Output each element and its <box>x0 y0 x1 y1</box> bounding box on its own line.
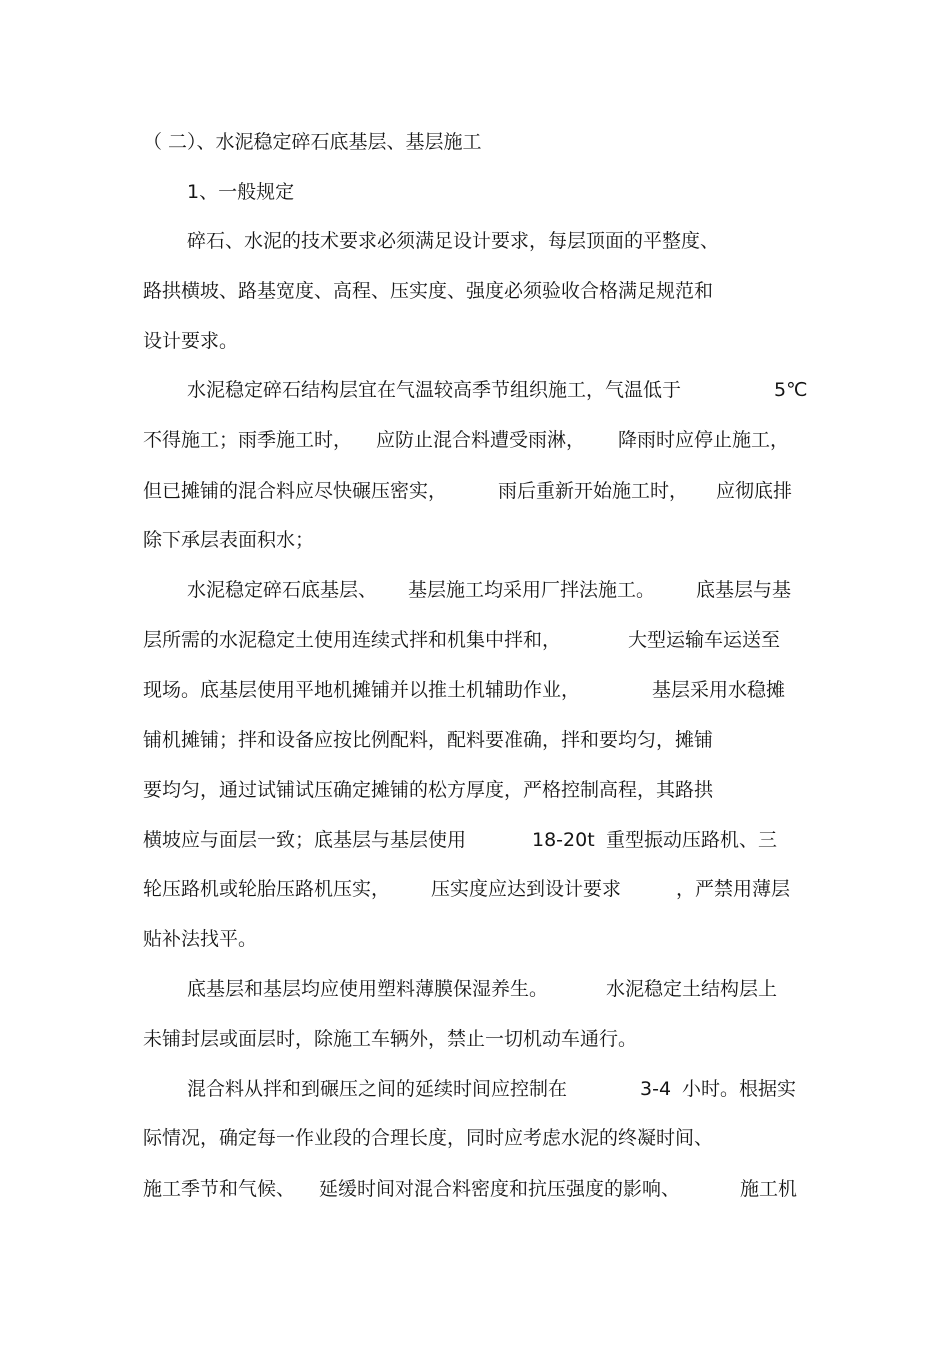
paragraph-line <box>0 869 950 909</box>
text-segment: 设计要求。 <box>143 330 239 352</box>
text-segment: 贴补法找平。 <box>143 928 258 950</box>
text-segment: 重型振动压路机、三 <box>606 829 778 851</box>
paragraph-line <box>0 1069 950 1109</box>
text-segment: 横坡应与面层一致；底基层与基层使用 <box>143 829 467 851</box>
text-segment: 基层采用水稳摊 <box>652 679 786 701</box>
text-segment: 降雨时应停止施工， <box>618 429 790 451</box>
paragraph-line <box>0 420 950 460</box>
text-segment: 现场。底基层使用平地机摊铺并以推土机辅助作业， <box>143 679 581 701</box>
paragraph-line <box>0 1118 950 1158</box>
paragraph-line <box>0 969 950 1009</box>
paragraph-line <box>0 919 950 959</box>
paragraph-line <box>0 570 950 610</box>
text-segment: 不得施工；雨季施工时， <box>143 429 353 451</box>
paragraph-line <box>0 1169 950 1209</box>
text-segment: 3-4 <box>640 1078 672 1100</box>
text-segment: ，严禁用薄层 <box>676 878 791 900</box>
text-segment: 混合料从拌和到碾压之间的延续时间应控制在 <box>187 1078 568 1100</box>
paragraph-line <box>0 271 950 311</box>
text-segment: 但已摊铺的混合料应尽快碾压密实， <box>143 480 448 502</box>
text-segment: 水泥稳定碎石结构层宜在气温较高季节组织施工，气温低于 <box>187 379 682 401</box>
paragraph-line <box>0 620 950 660</box>
text-segment: 路拱横坡、路基宽度、高程、压实度、强度必须验收合格满足规范和 <box>143 280 714 302</box>
text-segment: 未铺封层或面层时，除施工车辆外，禁止一切机动车通行。 <box>143 1028 638 1050</box>
text-segment: 延缓时间对混合料密度和抗压强度的影响、 <box>319 1178 681 1200</box>
subsection-heading <box>0 172 950 212</box>
subheading-text: 1、一般规定 <box>187 181 295 203</box>
text-segment: 际情况，确定每一作业段的合理长度，同时应考虑水泥的终凝时间、 <box>143 1127 714 1149</box>
paragraph-line <box>0 370 950 410</box>
text-segment: 5℃ <box>774 379 808 401</box>
paragraph-line <box>0 820 950 860</box>
text-segment: 应彻底排 <box>716 480 793 502</box>
text-segment: 要均匀，通过试铺试压确定摊铺的松方厚度，严格控制高程，其路拱 <box>143 779 714 801</box>
text-segment: 18-20t <box>532 829 595 851</box>
text-segment: 大型运输车运送至 <box>628 629 781 651</box>
text-segment: 应防止混合料遭受雨淋， <box>376 429 586 451</box>
paragraph-line <box>0 471 950 511</box>
text-segment: 基层施工均采用厂拌法施工。 <box>408 579 656 601</box>
text-segment: 水泥稳定土结构层上 <box>606 978 778 1000</box>
text-segment: 压实度应达到设计要求 <box>431 878 622 900</box>
text-segment: 雨后重新开始施工时， <box>498 480 689 502</box>
text-segment: 铺机摊铺；拌和设备应按比例配料，配料要准确，拌和要均匀，摊铺 <box>143 729 714 751</box>
text-segment: 除下承层表面积水； <box>143 529 315 551</box>
text-segment: 底基层与基 <box>696 579 792 601</box>
text-segment: 小时。根据实 <box>682 1078 797 1100</box>
paragraph-line <box>0 670 950 710</box>
text-segment: 轮压路机或轮胎压路机压实， <box>143 878 391 900</box>
text-segment: 层所需的水泥稳定土使用连续式拌和机集中拌和， <box>143 629 562 651</box>
paragraph-line <box>0 720 950 760</box>
text-segment: 水泥稳定碎石底基层、 <box>187 579 378 601</box>
paragraph-line <box>0 221 950 261</box>
text-segment: 施工机 <box>740 1178 798 1200</box>
text-segment: 施工季节和气候、 <box>143 1178 296 1200</box>
paragraph-line <box>0 1019 950 1059</box>
text-segment: 碎石、水泥的技术要求必须满足设计要求，每层顶面的平整度、 <box>187 230 720 252</box>
paragraph-line <box>0 520 950 560</box>
heading-text: （ 二）、水泥稳定碎石底基层、基层施工 <box>143 131 482 153</box>
paragraph-line <box>0 321 950 361</box>
section-heading <box>0 122 950 162</box>
paragraph-line <box>0 770 950 810</box>
text-segment: 底基层和基层均应使用塑料薄膜保湿养生。 <box>187 978 549 1000</box>
